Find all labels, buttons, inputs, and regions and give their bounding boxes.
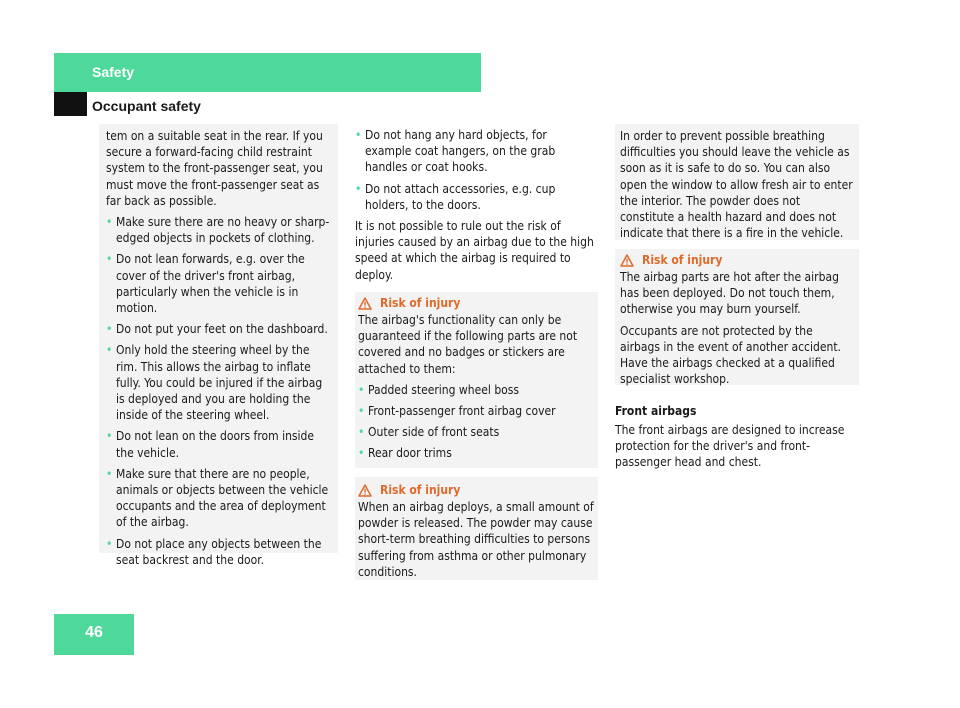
black-tab-marker — [54, 92, 87, 116]
risk-text: The airbag parts are hot after the airbag has been deployed. Do not touch them, otherwise you may burn yourself. — [620, 270, 839, 317]
list-item: • Do not hang any hard objects, for example coat hangers, on the grab handles or coat hooks. — [355, 127, 595, 176]
breathing-panel — [615, 124, 859, 240]
risk-title-text: Risk of injury — [380, 483, 461, 497]
intro-paragraph: tem on a suitable seat in the rear. If you secure a forward-facing child restraint system to the front-passenger seat, you must move the front-passenger seat as far back as possible. — [106, 129, 323, 208]
front-airbags-paragraph: The front airbags are designed to increase protection for the driver's and front-passenger head and chest. — [615, 423, 845, 470]
list-item: • Do not lean on the doors from inside the vehicle. — [106, 428, 334, 460]
list-item: • Do not lean forwards, e.g. over the cover of the driver's front airbag, particularly when the vehicle is in motion. — [106, 251, 334, 316]
risk-title — [620, 253, 855, 267]
list-item: • Rear door trims — [358, 445, 593, 461]
page-number: 46 — [85, 624, 103, 641]
risk-title — [358, 296, 593, 310]
section-heading: Front airbags — [615, 404, 697, 418]
airbag-speed-paragraph: It is not possible to rule out the risk of injuries caused by an airbag due to the high speed at which the airbag is required to deploy. — [355, 219, 594, 282]
risk-text: Occupants are not protected by the airbags in the event of another accident. Have the airbags checked at a qualified specialist workshop. — [620, 323, 841, 387]
warning-triangle-icon — [358, 297, 372, 310]
risk-title-text: Risk of injury — [642, 253, 723, 267]
page-number-box — [54, 614, 134, 655]
list-item: • Padded steering wheel boss — [358, 382, 593, 398]
warning-triangle-icon — [358, 484, 372, 497]
column-2-top — [355, 127, 595, 288]
list-item: • Only hold the steering wheel by the rim. This allows the airbag to inflate fully. You could be injured if the airbag is deployed and you are holding the inside of the steering wheel. — [106, 342, 334, 423]
list-item: • Do not attach accessories, e.g. cup holders, to the doors. — [355, 181, 595, 213]
risk-panel-3 — [615, 249, 859, 385]
front-airbags-section — [615, 404, 859, 476]
list-item: • Make sure that there are no people, animals or objects between the vehicle occupants and the area of deployment of the airbag. — [106, 466, 334, 531]
risk-text: The airbag's functionality can only be guaranteed if the following parts are not covered and no badges or stickers are attached to them: — [358, 313, 578, 376]
list-item: • Make sure there are no heavy or sharp-edged objects in pockets of clothing. — [106, 214, 334, 246]
breathing-paragraph: In order to prevent possible breathing difficulties you should leave the vehicle as soon as it is safe to do so. You can also open the window to allow fresh air to enter the interior. The powder does not constitute a health hazard and does not indicate that there is a fire in the vehicle. — [620, 129, 853, 241]
risk-panel-2 — [355, 477, 598, 580]
list-item: • Do not put your feet on the dashboard. — [106, 321, 334, 337]
list-item: • Outer side of front seats — [358, 424, 593, 440]
page-title: Occupant safety — [92, 98, 201, 114]
risk-panel-1 — [355, 292, 598, 468]
col1-bullet-list — [106, 214, 334, 568]
risk-title-text: Risk of injury — [380, 296, 461, 310]
col2-bullet-list — [355, 127, 595, 213]
risk-text: When an airbag deploys, a small amount of powder is released. The powder may cause short-term breathing difficulties to persons suffering from asthma or other pulmonary conditions. — [358, 500, 594, 579]
section-title: Safety — [92, 64, 135, 80]
risk-bullet-list — [358, 382, 593, 462]
column-1-panel — [99, 124, 338, 567]
warning-triangle-icon — [620, 254, 634, 267]
list-item: • Front-passenger front airbag cover — [358, 403, 593, 419]
risk-title — [358, 483, 594, 497]
list-item: • Do not place any objects between the seat backrest and the door. — [106, 536, 334, 568]
